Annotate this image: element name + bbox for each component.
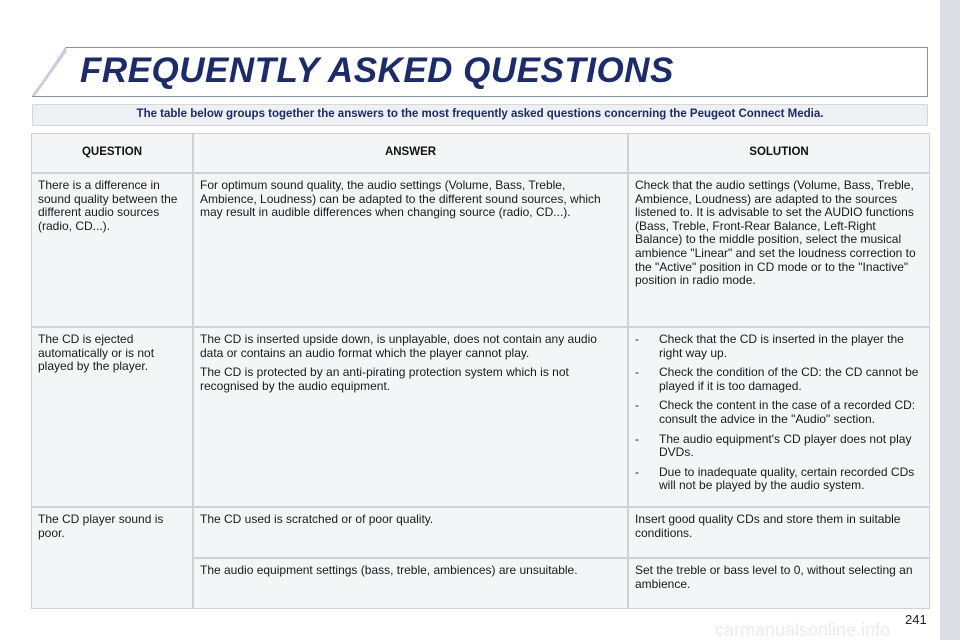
dash-bullet: - [635,332,639,346]
page-number: 241 [905,612,927,627]
faq-table [31,133,930,609]
table-row-2-answer [194,328,627,506]
table-row-1-solution: Check that the audio settings (Volume, Bass, Treble, Ambience, Loudness) are adapted to the sources listened to. It is advisable to set the AUDIO functions (Bass, Treble, Front-Rear Balance, Left-Right Balance) to the middle position, select the musical ambience "Linear" and set the loudness correction to the "Active" position in CD mode or to the "Inactive" position in radio mode. [629,174,929,326]
solution-list-item [635,399,923,426]
table-row-3a-answer: The CD used is scratched or of poor quality. [194,508,627,557]
table-row-1-question: There is a difference in sound quality between the different audio sources (radio, CD...). [32,174,192,326]
page-title: FREQUENTLY ASKED QUESTIONS [80,51,674,90]
solution-list-item-text: Check the condition of the CD: the CD cannot be played if it is too damaged. [659,365,919,393]
solution-list-item [635,333,923,360]
title-banner [32,47,928,97]
table-row-2-question: The CD is ejected automatically or is not played by the player. [32,328,192,506]
dash-bullet: - [635,431,639,446]
answer-paragraph: For optimum sound quality, the audio settings (Volume, Bass, Treble, Ambience, Loudness) can be adapted to the different sound sources, which may result in audible differences when changing source (radio, CD...). [200,178,601,220]
solution-list-item-text: Check that the CD is inserted in the player the right way up. [659,332,904,360]
table-row-2-solution [629,328,929,506]
solution-list-item [635,366,923,393]
solution-list-item-text: Due to inadequate quality, certain recorded CDs will not be played by the audio system. [659,464,915,493]
header-solution: SOLUTION [629,134,929,172]
solution-list-item [635,433,923,460]
subtitle-box [32,104,928,126]
table-row-3a-solution: Insert good quality CDs and store them in suitable conditions. [629,508,929,557]
solution-list-item [635,466,923,493]
page-side-strip [940,0,960,640]
dash-bullet: - [635,398,639,413]
solution-list-item-text: The audio equipment's CD player does not play DVDs. [659,431,912,460]
table-row-1-answer [194,174,627,326]
dash-bullet: - [635,365,639,380]
table-row-3b-answer: The audio equipment settings (bass, treble, ambiences) are unsuitable. [194,559,627,608]
header-answer: ANSWER [194,134,627,172]
table-row-3b-solution: Set the treble or bass level to 0, without selecting an ambience. [629,559,929,608]
answer-paragraph: The CD is protected by an anti-pirating protection system which is not recognised by the audio equipment. [200,365,569,393]
table-row-3-question: The CD player sound is poor. [32,508,192,608]
watermark: carmanualsonline.info [715,620,891,640]
header-question: QUESTION [32,134,192,172]
dash-bullet: - [635,464,639,479]
solution-list-item-text: Check the content in the case of a recorded CD: consult the advice in the "Audio" section. [659,398,916,426]
subtitle: The table below groups together the answers to the most frequently asked questions concerning the Peugeot Connect Media. [136,108,824,120]
answer-paragraph: The CD is inserted upside down, is unplayable, does not contain any audio data or contains an audio format which the player cannot play. [200,332,597,360]
